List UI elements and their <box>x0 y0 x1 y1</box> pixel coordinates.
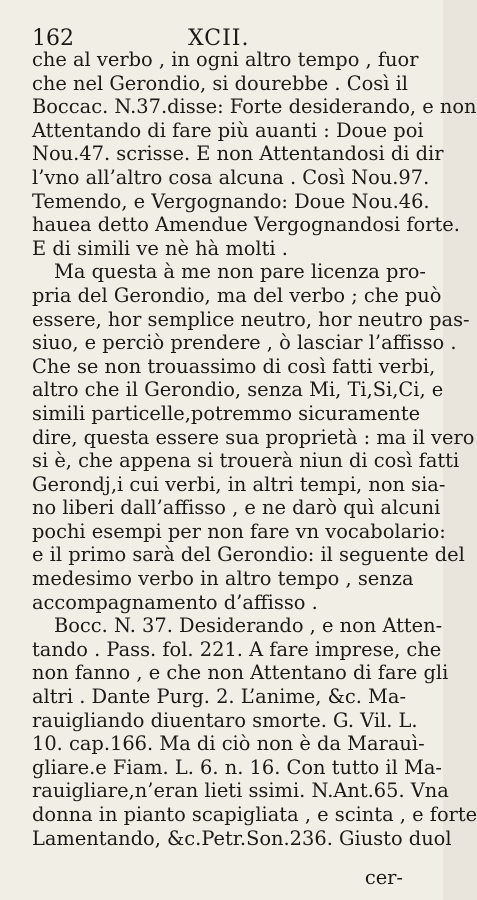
text-line: Ma questa à me non pare licenza pro- <box>54 260 426 284</box>
text-line: E di simili ve nè hà molti . <box>32 236 288 260</box>
text-line: che nel Gerondio, si dourebbe . Così il <box>32 71 408 95</box>
text-line: gliare.e Fiam. L. 6. n. 16. Con tutto il Ma- <box>32 755 442 779</box>
text-line: hauea detto Amendue Vergognandosi forte. <box>32 213 460 237</box>
text-line: medesimo verbo in altro tempo , senza <box>32 567 414 591</box>
text-line: Lamentando, &c.Petr.Son.236. Giusto duol <box>32 826 452 850</box>
text-line: dire, questa essere sua proprietà : ma il vero <box>32 425 475 449</box>
text-line: simili particelle,potremmo sicuramente <box>32 401 421 425</box>
text-line: tando . Pass. fol. 221. A fare imprese, che <box>32 637 442 661</box>
text-line: essere, hor semplice neutro, hor neutro pas- <box>32 307 470 331</box>
text-line: Nou.47. scrisse. E non Attentandosi di dir <box>32 142 444 166</box>
page-number: 162 <box>32 26 74 51</box>
text-line: donna in pianto scapigliata , e scinta , e forte <box>32 803 477 826</box>
text-line: Che se non trouassimo di così fatti verbi, <box>32 354 436 378</box>
text-line: rauigliando diuentaro smorte. G. Vil. L. <box>32 708 418 732</box>
text-line: Temendo, e Vergognando: Doue Nou.46. <box>32 189 430 213</box>
text-line: l’vno all’altro cosa alcuna . Così Nou.97. <box>32 165 430 189</box>
text-line: Gerondj,i cui verbi, in altri tempi, non sia- <box>32 472 446 496</box>
text-line: Attentando di fare più auanti : Doue poi <box>32 118 424 142</box>
text-line: siuo, e perciò prendere , ò lasciar l’affisso . <box>32 331 457 355</box>
text-line: no liberi dall’affisso , e ne darò quì alcuni <box>32 496 441 520</box>
text-line: pochi esempi per non fare vn vocabolario: <box>32 519 446 543</box>
text-line: rauigliare,n’eran lieti ssimi. N.Ant.65. Vna <box>32 779 449 803</box>
text-line: non fanno , e che non Attentano di fare gli <box>32 661 449 685</box>
catchword: cer- <box>364 866 403 889</box>
text-line: si è, che appena si trouerà niun di così fatti <box>32 449 460 473</box>
text-line: altri . Dante Purg. 2. L’anime, &c. Ma- <box>32 685 406 709</box>
text-line: Boccac. N.37.disse: Forte desiderando, e non <box>32 95 477 119</box>
text-line: altro che il Gerondio, senza Mi, Ti,Si,Ci, e <box>32 378 444 402</box>
text-line: che al verbo , in ogni altro tempo , fuor <box>32 48 419 71</box>
text-line: accompagnamento d’affisso . <box>32 590 318 614</box>
text-line: e il primo sarà del Gerondio: il seguente del <box>32 543 465 567</box>
text-line: Bocc. N. 37. Desiderando , e non Atten- <box>54 614 443 638</box>
text-line: pria del Gerondio, ma del verbo ; che può <box>32 283 442 307</box>
text-line: 10. cap.166. Ma di ciò non è da Marauì- <box>32 732 425 756</box>
text-body <box>32 48 477 850</box>
section-number: XCII. <box>188 26 250 51</box>
